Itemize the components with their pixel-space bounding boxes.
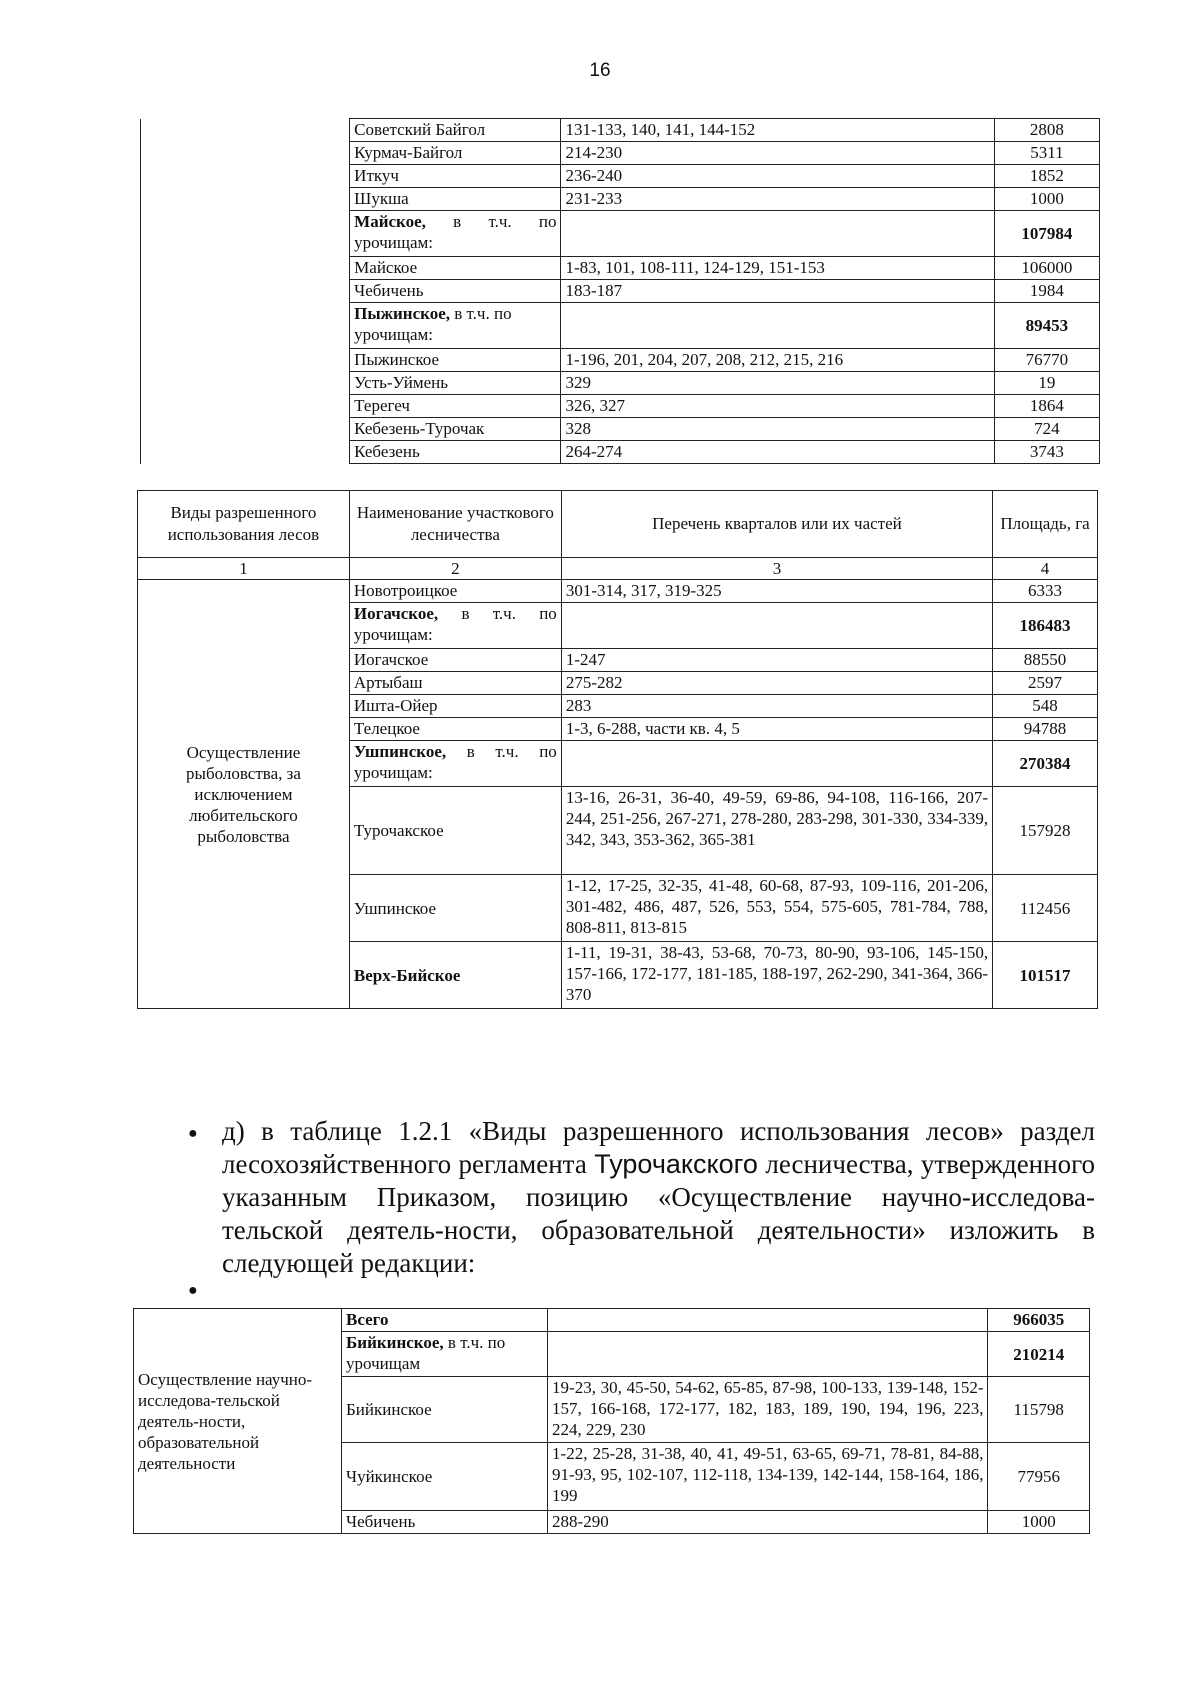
column-number: 2 bbox=[349, 558, 561, 580]
quarters-list: 236-240 bbox=[561, 165, 994, 188]
forestry-group-bold: Бийкинское, bbox=[346, 1333, 444, 1352]
forestry-group-name bbox=[349, 741, 561, 787]
quarters-list: 1-11, 19-31, 38-43, 53-68, 70-73, 80-90, 93-106, 145-150, 157-166, 172-177, 181-185, 188-197, 262-290, 341-364, 366-370 bbox=[561, 942, 992, 1009]
area-value: 106000 bbox=[994, 257, 1099, 280]
quarters-list: 1-22, 25-28, 31-38, 40, 41, 49-51, 63-65, 69-71, 78-81, 84-88, 91-93, 95, 102-107, 112-118, 134-139, 142-144, 158-164, 186, 199 bbox=[548, 1443, 988, 1511]
forestry-group-bold: Ушпинское, bbox=[353, 742, 447, 761]
quarters-list bbox=[561, 211, 994, 257]
quarters-list: 1-83, 101, 108-111, 124-129, 151-153 bbox=[561, 257, 994, 280]
quarters-list: 1-247 bbox=[561, 649, 992, 672]
header-forestry: Наименование участкового лесничества bbox=[349, 491, 561, 558]
area-value-total: 107984 bbox=[994, 211, 1099, 257]
forestry-group-bold: Майское, bbox=[354, 212, 426, 231]
area-value: 1000 bbox=[988, 1511, 1090, 1534]
area-value: 76770 bbox=[994, 349, 1099, 372]
area-value: 548 bbox=[993, 695, 1098, 718]
forestry-name: Телецкое bbox=[349, 718, 561, 741]
area-value: 1000 bbox=[994, 188, 1099, 211]
forestry-name: Бийкинское bbox=[342, 1377, 548, 1443]
forestry-name: Усть-Уймень bbox=[350, 372, 561, 395]
use-type-research: Осуществление научно-исследова-тельской деятель-ности, образовательной деятельности bbox=[134, 1309, 342, 1534]
empty-use-cell bbox=[141, 119, 350, 464]
forestry-group-rest: в т.ч. по урочищам: bbox=[353, 604, 557, 644]
table-research bbox=[133, 1308, 1090, 1534]
forestry-name: Чебичень bbox=[350, 280, 561, 303]
forestry-name: Советский Байгол bbox=[350, 119, 561, 142]
forestry-name: Кебезень bbox=[350, 441, 561, 464]
area-value: 88550 bbox=[993, 649, 1098, 672]
forestry-group-name bbox=[342, 1332, 548, 1377]
forestry-name: Всего bbox=[342, 1309, 548, 1332]
table-header-row bbox=[138, 491, 1098, 558]
paragraph-forestry-name: Турочакского bbox=[594, 1149, 758, 1179]
area-value: 77956 bbox=[988, 1443, 1090, 1511]
forestry-group-bold: Иогачское, bbox=[353, 604, 439, 623]
column-number: 1 bbox=[138, 558, 350, 580]
forestry-name: Чебичень bbox=[342, 1511, 548, 1534]
quarters-list: 231-233 bbox=[561, 188, 994, 211]
forestry-group-name bbox=[350, 211, 561, 257]
forestry-name: Иогачское bbox=[349, 649, 561, 672]
forestry-name: Турочакское bbox=[349, 787, 561, 875]
paragraph-text-before: д) в таблице 1.2.1 «Виды разрешенного использования лесов» раздел лесохозяйственного регламента bbox=[222, 1116, 1095, 1179]
area-value-total: 186483 bbox=[993, 603, 1098, 649]
quarters-list: 326, 327 bbox=[561, 395, 994, 418]
bullet-icon: ● bbox=[188, 1125, 198, 1142]
use-type-fishing: Осуществление рыболовства, за исключением любительского рыболовства bbox=[138, 580, 350, 1009]
quarters-list: 1-12, 17-25, 32-35, 41-48, 60-68, 87-93, 109-116, 201-206, 301-482, 486, 487, 526, 553, 554, 575-605, 781-784, 788, 808-811, 813-815 bbox=[561, 875, 992, 942]
quarters-list: 283 bbox=[561, 695, 992, 718]
paragraph-text-after: лесничества, утвержденного указанным Приказом, позицию «Осуществление научно-исследова-тельской деятель-ности, образовательной деятельности» изложить в следующей редакции: bbox=[222, 1149, 1095, 1278]
quarters-list bbox=[561, 741, 992, 787]
forestry-name: Кебезень-Турочак bbox=[350, 418, 561, 441]
area-value: 3743 bbox=[994, 441, 1099, 464]
area-value: 2808 bbox=[994, 119, 1099, 142]
amendment-paragraph bbox=[222, 1115, 1095, 1280]
forestry-group-name bbox=[349, 603, 561, 649]
forestry-group-rest: в т.ч. по урочищам: bbox=[354, 304, 512, 344]
area-value: 2597 bbox=[993, 672, 1098, 695]
quarters-list: 301-314, 317, 319-325 bbox=[561, 580, 992, 603]
forestry-name: Майское bbox=[350, 257, 561, 280]
area-value: 115798 bbox=[988, 1377, 1090, 1443]
area-value: 19 bbox=[994, 372, 1099, 395]
forestry-name: Артыбаш bbox=[349, 672, 561, 695]
forestry-name: Верх-Бийское bbox=[349, 942, 561, 1009]
table-continuation bbox=[140, 118, 1100, 464]
forestry-group-bold: Пыжинское, bbox=[354, 304, 450, 323]
quarters-list: 1-3, 6-288, части кв. 4, 5 bbox=[561, 718, 992, 741]
bullet-icon: ● bbox=[188, 1282, 198, 1299]
area-value-total: 210214 bbox=[988, 1332, 1090, 1377]
forestry-name: Иткуч bbox=[350, 165, 561, 188]
quarters-list: 1-196, 201, 204, 207, 208, 212, 215, 216 bbox=[561, 349, 994, 372]
header-use-type: Виды разрешенного использования лесов bbox=[138, 491, 350, 558]
area-value: 6333 bbox=[993, 580, 1098, 603]
forestry-group-rest: в т.ч. по урочищам: bbox=[354, 212, 557, 252]
forestry-name: Терегеч bbox=[350, 395, 561, 418]
table-fishing bbox=[137, 490, 1098, 1009]
table-number-row bbox=[138, 558, 1098, 580]
area-value: 724 bbox=[994, 418, 1099, 441]
forestry-name: Ишта-Ойер bbox=[349, 695, 561, 718]
area-value: 1984 bbox=[994, 280, 1099, 303]
forestry-name: Чуйкинское bbox=[342, 1443, 548, 1511]
forestry-name: Шукша bbox=[350, 188, 561, 211]
quarters-list: 214-230 bbox=[561, 142, 994, 165]
quarters-list bbox=[548, 1309, 988, 1332]
area-value: 1864 bbox=[994, 395, 1099, 418]
quarters-list bbox=[561, 303, 994, 349]
table-row bbox=[141, 119, 1100, 142]
forestry-name: Ушпинское bbox=[349, 875, 561, 942]
area-value-total: 966035 bbox=[988, 1309, 1090, 1332]
quarters-list bbox=[561, 603, 992, 649]
area-value: 1852 bbox=[994, 165, 1099, 188]
table-row bbox=[138, 580, 1098, 603]
area-value-total: 101517 bbox=[993, 942, 1098, 1009]
quarters-list: 264-274 bbox=[561, 441, 994, 464]
page-number: 16 bbox=[589, 60, 611, 81]
quarters-list: 19-23, 30, 45-50, 54-62, 65-85, 87-98, 100-133, 139-148, 152-157, 166-168, 172-177, 182, 183, 189, 190, 194, 196, 223, 224, 229, 230 bbox=[548, 1377, 988, 1443]
forestry-group-name bbox=[350, 303, 561, 349]
quarters-list bbox=[548, 1332, 988, 1377]
forestry-name: Новотроицкое bbox=[349, 580, 561, 603]
table-row bbox=[134, 1309, 1090, 1332]
quarters-list: 275-282 bbox=[561, 672, 992, 695]
quarters-list: 288-290 bbox=[548, 1511, 988, 1534]
area-value: 94788 bbox=[993, 718, 1098, 741]
quarters-list: 131-133, 140, 141, 144-152 bbox=[561, 119, 994, 142]
quarters-list: 183-187 bbox=[561, 280, 994, 303]
quarters-list: 328 bbox=[561, 418, 994, 441]
forestry-group-rest: в т.ч. по урочищам: bbox=[353, 742, 557, 782]
forestry-name: Пыжинское bbox=[350, 349, 561, 372]
header-quarters: Перечень кварталов или их частей bbox=[561, 491, 992, 558]
area-value: 157928 bbox=[993, 787, 1098, 875]
header-area: Площадь, га bbox=[993, 491, 1098, 558]
area-value-total: 89453 bbox=[994, 303, 1099, 349]
column-number: 4 bbox=[993, 558, 1098, 580]
quarters-list: 13-16, 26-31, 36-40, 49-59, 69-86, 94-108, 116-166, 207-244, 251-256, 267-271, 278-280, 283-298, 301-330, 334-339, 342, 343, 353-362, 365-381 bbox=[561, 787, 992, 875]
area-value: 112456 bbox=[993, 875, 1098, 942]
area-value: 5311 bbox=[994, 142, 1099, 165]
column-number: 3 bbox=[561, 558, 992, 580]
forestry-name: Курмач-Байгол bbox=[350, 142, 561, 165]
quarters-list: 329 bbox=[561, 372, 994, 395]
forestry-group-rest: в т.ч. по урочищам bbox=[346, 1333, 506, 1373]
area-value-total: 270384 bbox=[993, 741, 1098, 787]
